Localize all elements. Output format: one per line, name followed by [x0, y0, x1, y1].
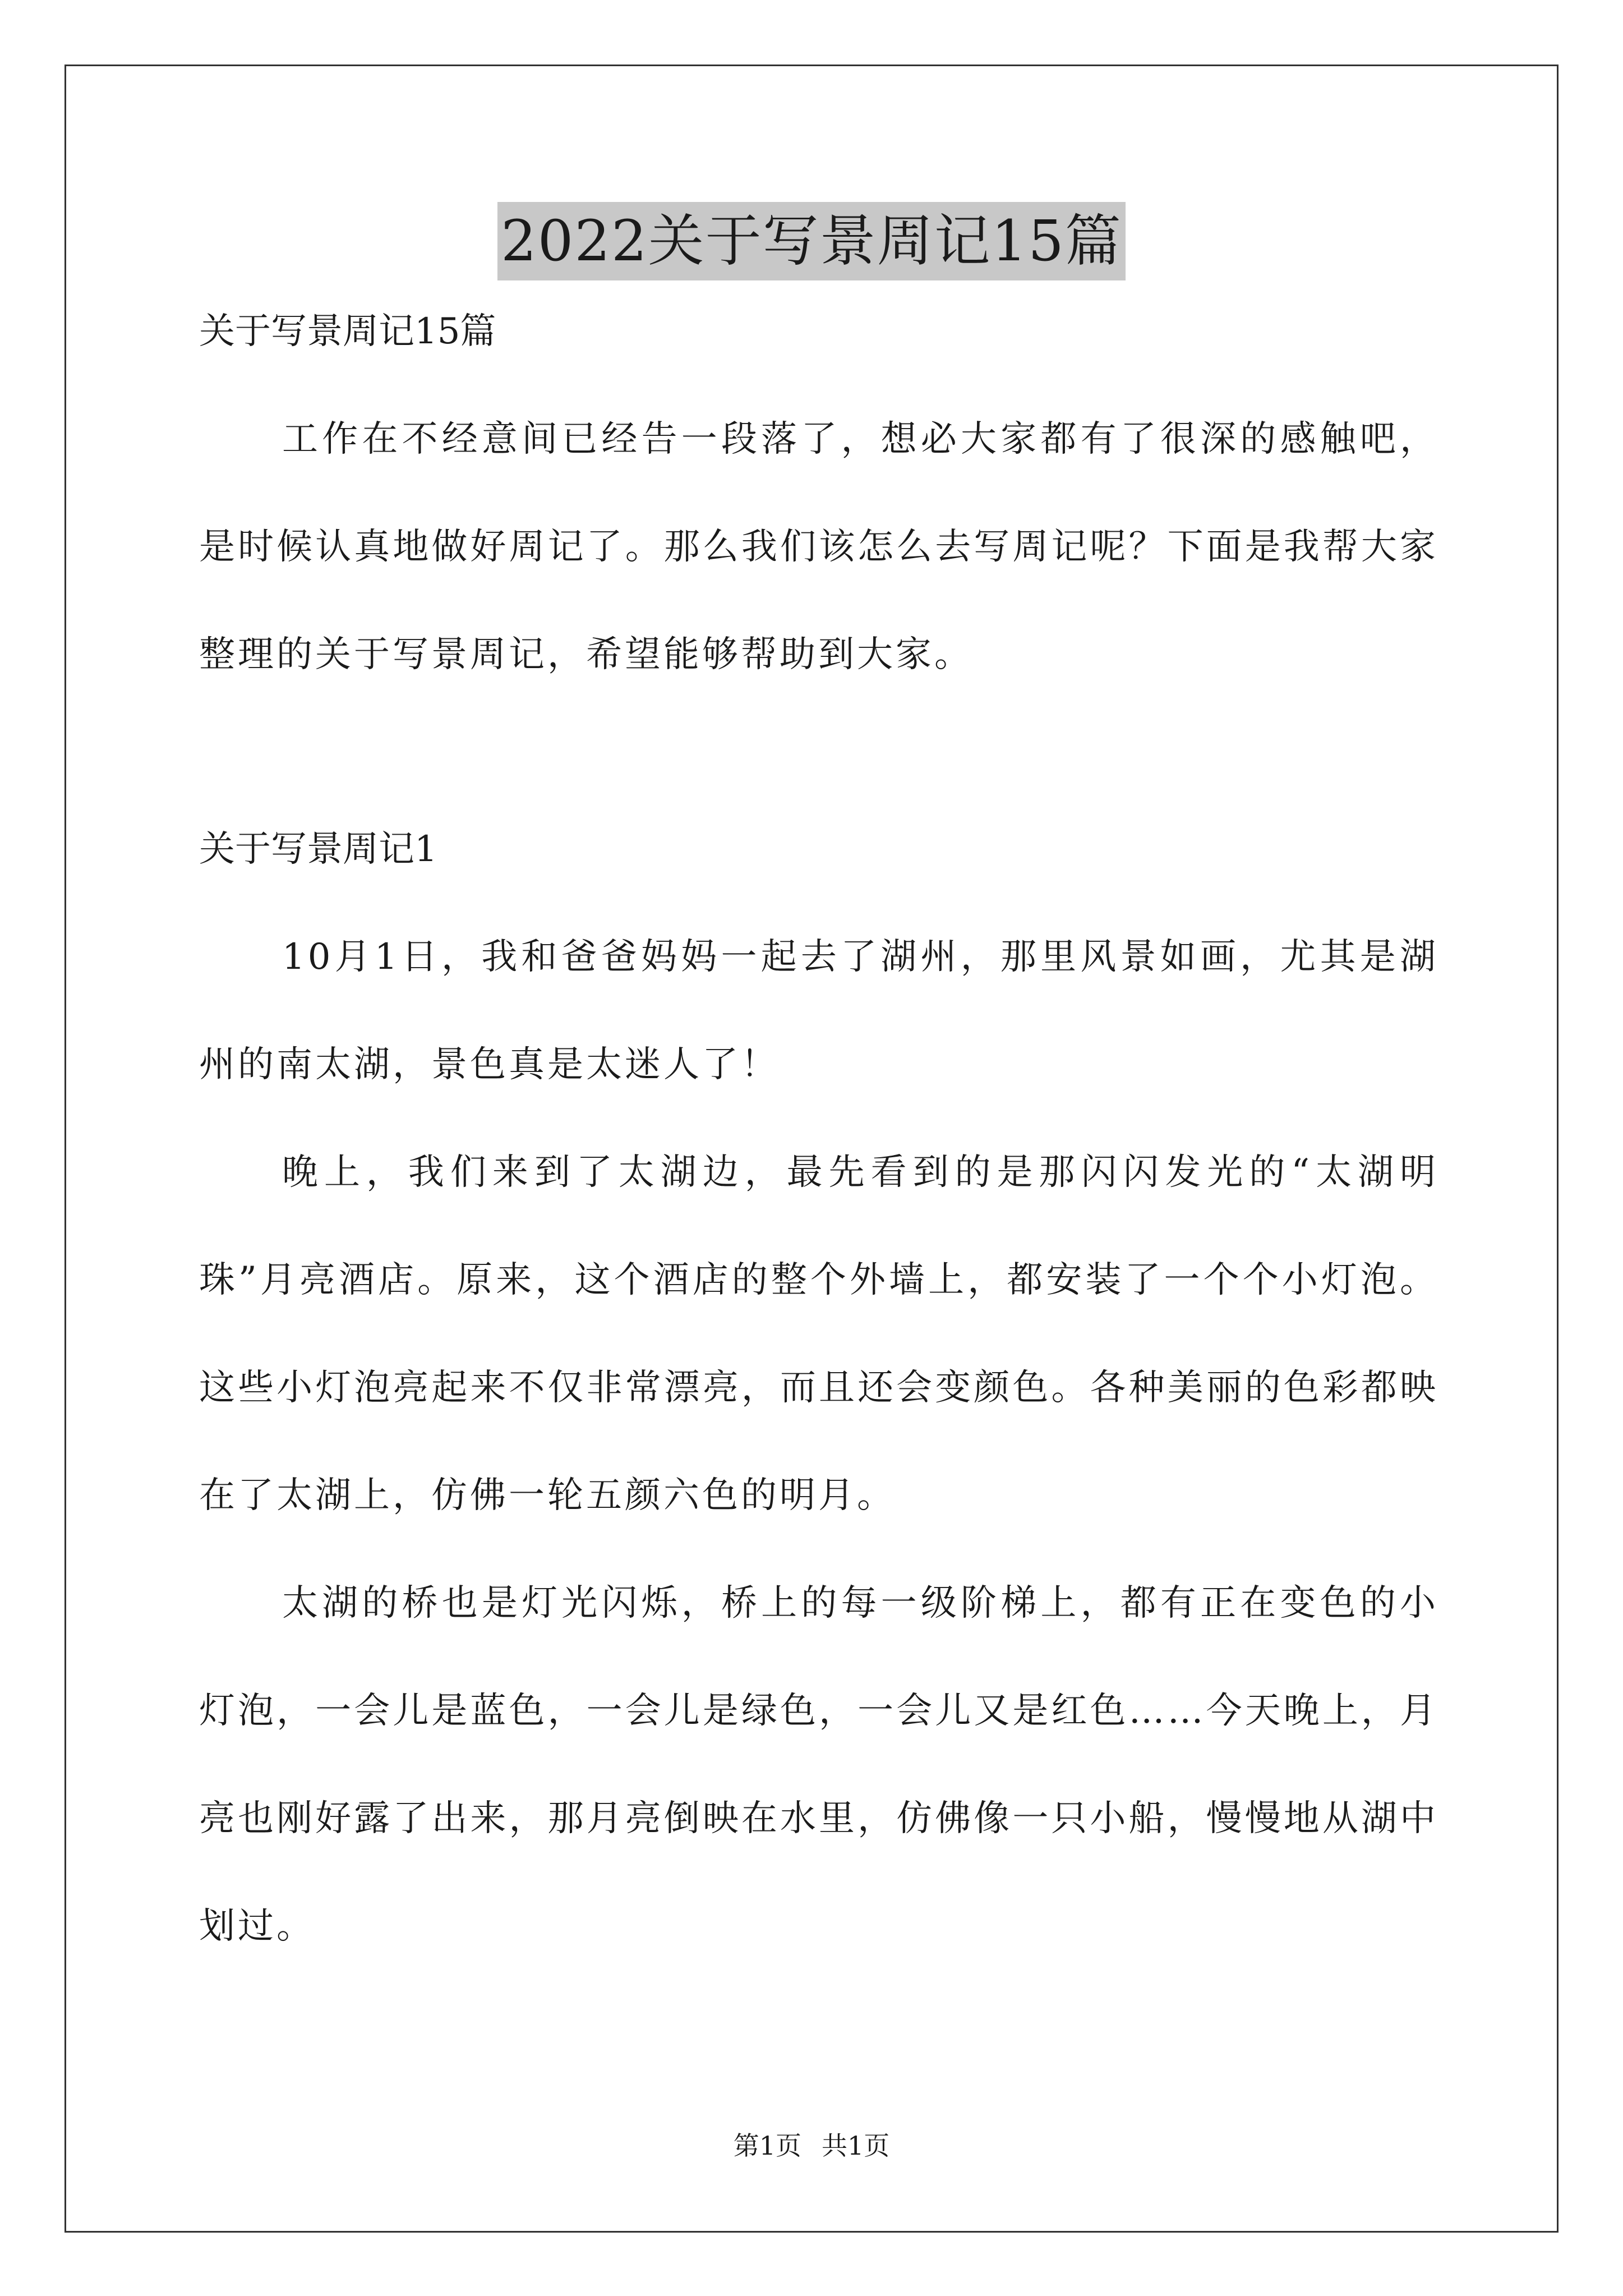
section-paragraph-2: 晚上，我们来到了太湖边，最先看到的是那闪闪发光的“太湖明珠”月亮酒店。原来，这个酒店的整个外墙上，都安装了一个个小灯泡。这些小灯泡亮起来不仅非常漂亮，而且还会变颜色。各种美丽的色彩都映在了太湖上，仿佛一轮五颜六色的明月。 [199, 1152, 1438, 1516]
section-paragraph-1: 10月1日，我和爸爸妈妈一起去了湖州，那里风景如画，尤其是湖州的南太湖，景色真是太迷人了！ [199, 936, 1438, 1085]
title-container [0, 202, 1623, 280]
document-body [199, 303, 1438, 1980]
section-heading: 关于写景周记1 [199, 829, 437, 870]
section-paragraph-3: 太湖的桥也是灯光闪烁，桥上的每一级阶梯上，都有正在变色的小灯泡，一会儿是蓝色，一会儿是绿色，一会儿又是红色……今天晚上，月亮也刚好露了出来，那月亮倒映在水里，仿佛像一只小船，慢慢地从湖中划过。 [199, 1582, 1438, 1947]
page-footer [0, 2129, 1623, 2162]
page-total: 共1页 [822, 2131, 890, 2161]
intro-paragraph: 工作在不经意间已经告一段落了，想必大家都有了很深的感触吧，是时候认真地做好周记了。那么我们该怎么去写周记呢？下面是我帮大家整理的关于写景周记，希望能够帮助到大家。 [199, 418, 1438, 675]
document-title: 2022关于写景周记15篇 [497, 202, 1126, 280]
intro-heading: 关于写景周记15篇 [199, 311, 496, 352]
page-number: 第1页 [733, 2131, 801, 2161]
